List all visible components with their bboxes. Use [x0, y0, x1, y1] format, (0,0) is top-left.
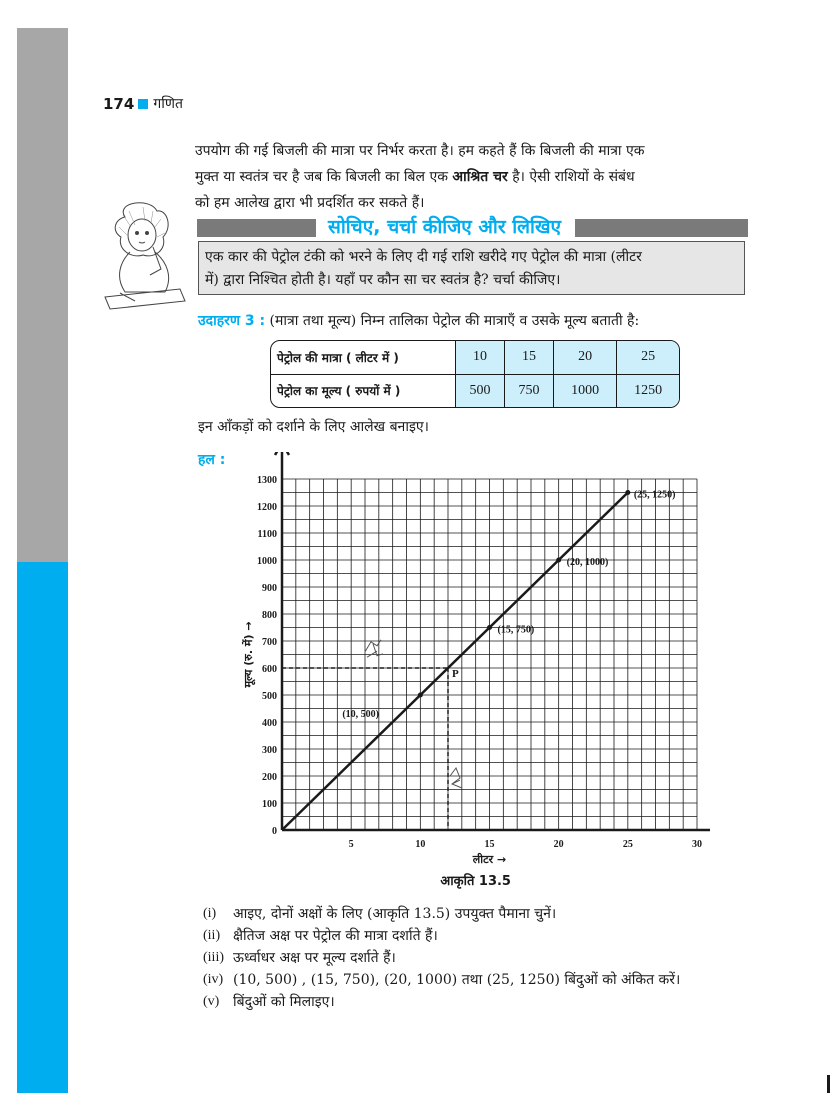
y-tick-label: 100: [262, 799, 277, 810]
list-item: [203, 925, 680, 947]
table-row-header-quantity: पेट्रोल की मात्रा ( लीटर में ): [271, 341, 456, 374]
table-cell: 1000: [553, 374, 616, 407]
data-table: [270, 340, 680, 408]
x-tick-label: 15: [484, 839, 495, 850]
y-tick-label: 300: [262, 745, 277, 756]
y-tick-label: 200: [262, 772, 277, 783]
x-tick-label: 30: [692, 839, 702, 850]
example-label: उदाहरण 3 :: [198, 313, 266, 329]
x-tick-label: 20: [553, 839, 564, 850]
table-cell: 10: [456, 341, 505, 374]
intro-line-2-b: है। ऐसी राशियों के संबंध: [507, 169, 635, 185]
step-number: (ii): [203, 928, 221, 943]
list-item: [203, 991, 680, 1013]
y-tick-label: 700: [262, 637, 277, 648]
data-point-label: (15, 750): [497, 624, 535, 636]
marker-label-p: P: [452, 668, 459, 680]
list-item: [203, 969, 680, 991]
table-cell: 750: [504, 374, 553, 407]
table-cell: 1250: [617, 374, 679, 407]
steps-list: [203, 903, 680, 1013]
step-text: (10, 500) , (15, 750), (20, 1000) तथा (25, 1250) बिंदुओं को अंकित करें।: [233, 972, 681, 988]
table-row: [271, 341, 679, 374]
page-number: 174: [103, 94, 135, 113]
side-band-gray: [17, 28, 68, 562]
data-point-label: (10, 500): [342, 709, 380, 720]
intro-line-3: को हम आलेख द्वारा भी प्रदर्शित कर सकते हैं।: [195, 195, 425, 211]
step-text: ऊर्ध्वाधर अक्ष पर मूल्य दर्शाते हैं।: [233, 950, 396, 966]
table-row: [271, 374, 679, 407]
x-tick-label: 5: [348, 839, 354, 850]
y-tick-label: 400: [262, 718, 277, 729]
step-number: (i): [203, 906, 217, 921]
discussion-line-1: एक कार की पेट्रोल टंकी को भरने के लिए दी गई राशि खरीदे गए पेट्रोल की मात्रा (लीटर: [205, 249, 642, 265]
y-tick-label: 600: [262, 664, 277, 675]
table-cell: 25: [617, 341, 679, 374]
data-point: [625, 490, 630, 495]
instruction-text: इन आँकड़ों को दर्शाने के लिए आलेख बनाइए।: [198, 419, 429, 435]
y-tick-label: 1100: [257, 529, 277, 540]
step-number: (iv): [203, 972, 224, 987]
y-tick-label: 0: [272, 826, 277, 837]
table-row-header-price: पेट्रोल का मूल्य ( रुपयों में ): [271, 374, 456, 407]
y-axis-label: मूल्य (रु. में) →: [242, 621, 255, 688]
header-square-icon: [138, 99, 148, 109]
series-line: [282, 493, 628, 831]
data-point: [487, 625, 492, 630]
table-cell: 500: [456, 374, 505, 407]
y-tick-label: 1000: [257, 556, 277, 567]
thinking-girl-illustration: [95, 197, 190, 312]
subject-name: गणित: [153, 96, 183, 112]
x-tick-label: 10: [415, 839, 426, 850]
section-banner-title: सोचिए, चर्चा कीजिए और लिखिए: [316, 212, 575, 242]
x-axis-label: लीटर →: [472, 853, 507, 866]
y-tick-label: 500: [262, 691, 277, 702]
example-text: (मात्रा तथा मूल्य) निम्न तालिका पेट्रोल की मात्राएँ व उसके मूल्य बताती है:: [265, 313, 640, 329]
line-graph: [240, 452, 710, 892]
data-point-label: (20, 1000): [566, 557, 609, 568]
table-cell: 15: [504, 341, 553, 374]
x-tick-label: 25: [622, 839, 633, 850]
page-header: [103, 94, 183, 113]
step-text: बिंदुओं को मिलाइए।: [233, 994, 335, 1010]
list-item: [203, 947, 680, 969]
y-tick-label: 800: [262, 610, 277, 621]
data-point-label: (25, 1250): [633, 489, 676, 501]
climber-figure-icon: [450, 768, 462, 788]
intro-bold-term: आश्रित चर: [452, 169, 508, 185]
list-item: [203, 903, 680, 925]
intro-line-1: उपयोग की गई बिजली की मात्रा पर निर्भर करता है। हम कहते हैं कि बिजली की मात्रा एक: [195, 143, 645, 159]
intro-line-2: [195, 164, 749, 190]
example-heading: [198, 311, 639, 330]
side-band-blue: [17, 562, 68, 1093]
edge-mark: [827, 1075, 830, 1093]
y-tick-label: 1300: [257, 475, 277, 486]
y-tick-label: 900: [262, 583, 277, 594]
discussion-box: [198, 241, 745, 295]
table-cell: 20: [553, 341, 616, 374]
intro-paragraph: [195, 138, 749, 216]
figure-caption: आकृति 13.5: [440, 874, 511, 889]
intro-line-2-a: मुक्त या स्वतंत्र चर है जब कि बिजली का बिल एक: [195, 169, 453, 185]
step-number: (iii): [203, 950, 224, 965]
data-point: [556, 558, 561, 563]
solution-label: हल :: [198, 452, 226, 468]
step-text: आइए, दोनों अक्षों के लिए (आकृति 13.5) उपयुक्त पैमाना चुनें।: [233, 906, 557, 922]
data-point: [418, 693, 423, 698]
step-text: क्षैतिज अक्ष पर पेट्रोल की मात्रा दर्शाते हैं।: [233, 928, 438, 944]
step-number: (v): [203, 994, 220, 1009]
discussion-line-2: में) द्वारा निश्चित होती है। यहाँ पर कौन सा चर स्वतंत्र है? चर्चा कीजिए।: [205, 272, 561, 288]
y-tick-label: 1200: [257, 502, 277, 513]
